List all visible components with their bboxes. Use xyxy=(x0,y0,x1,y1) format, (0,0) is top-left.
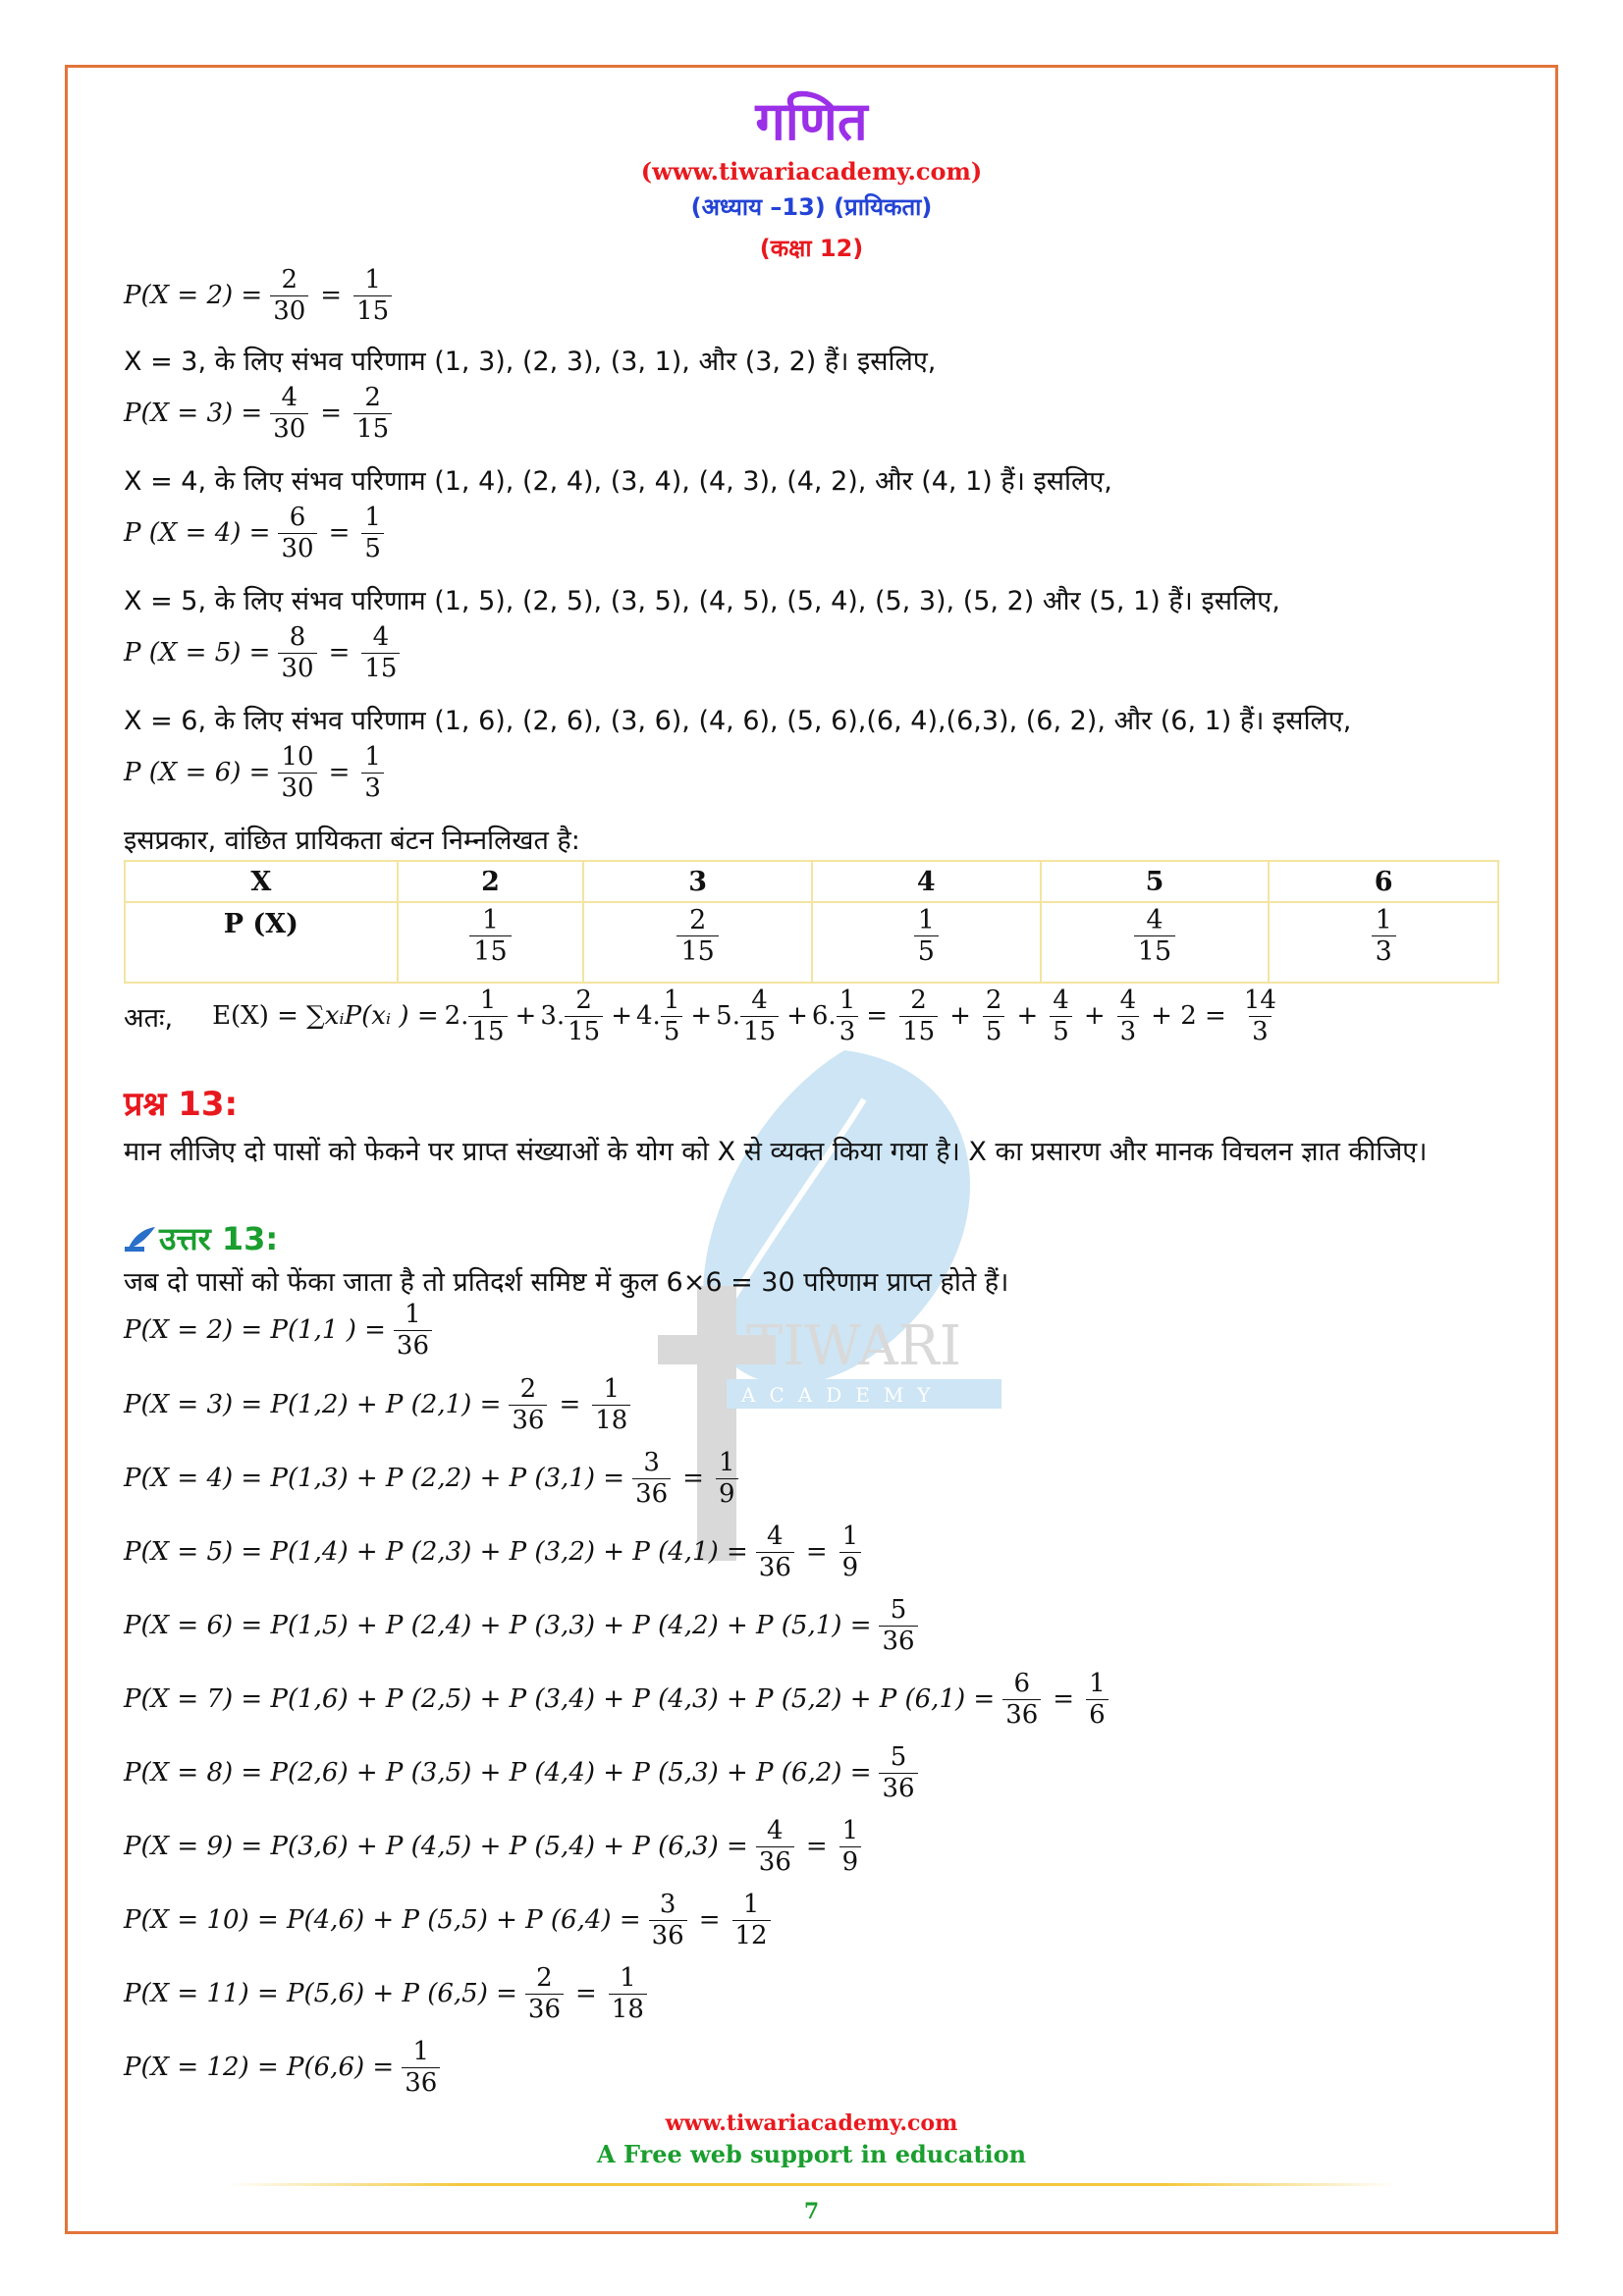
equation-answer-px12 xyxy=(124,2037,448,2098)
equation-lhs: P(X = 8) = P(2,6) + P (3,5) + P (4,4) + P (5,3) + P (6,2) = xyxy=(124,1758,872,1789)
fraction: $\frac{1}{5}$ xyxy=(661,986,683,1046)
fraction: $\frac{4}{15}$ xyxy=(361,622,400,683)
equation-lhs: P(X = 7) = P(1,6) + P (2,5) + P (3,4) + P (4,3) + P (5,2) + P (6,1) = xyxy=(124,1684,996,1715)
fraction: $\frac{6}{36}$ xyxy=(1002,1669,1041,1730)
table-cell xyxy=(1269,902,1498,983)
table-cell xyxy=(398,902,584,983)
equation-lhs: P(X = 2) = P(1,1 ) = xyxy=(124,1315,386,1346)
fraction: $\frac{2}{5}$ xyxy=(983,986,1005,1046)
fraction: $\frac{1}{9}$ xyxy=(839,1522,862,1582)
text-line-x3: X = 3, के लिए संभव परिणाम (1, 3), (2, 3), (3, 1), और (3, 2) हैं। इसलिए, xyxy=(124,347,937,377)
header-site: (www.tiwariacademy.com) xyxy=(640,157,983,186)
page-title: गणित xyxy=(755,90,868,152)
equation-answer-px6 xyxy=(124,1595,926,1656)
quill-icon xyxy=(124,1225,157,1253)
table-cell xyxy=(1041,902,1270,983)
fraction: $\frac{5}{36}$ xyxy=(879,1742,917,1803)
equation-answer-px10: P(X = 10) = P(4,6) + P (5,5) + P (6,4) = $\frac{3}{36}$ = $\frac{1}{12}$ xyxy=(124,1890,779,1950)
equation-px6: P (X = 6) = $\frac{10}{30}$ = $\frac{1}{3}$ xyxy=(124,742,392,803)
equation-lhs: P(X = 6) = P(1,5) + P (2,4) + P (3,3) + P (4,2) + P (5,1) = xyxy=(124,1611,872,1641)
fraction: $\frac{1}{9}$ xyxy=(716,1448,738,1509)
probability-distribution-table xyxy=(124,860,1499,984)
fraction: $\frac{4}{30}$ xyxy=(270,383,308,444)
fraction: $\frac{2}{30}$ xyxy=(270,265,308,326)
table-cell xyxy=(812,902,1041,983)
fraction: $\frac{10}{30}$ xyxy=(278,742,316,803)
table-row xyxy=(125,902,1498,983)
fraction: $\frac{1}{36}$ xyxy=(394,1300,432,1361)
answer-intro: जब दो पासों को फेंका जाता है तो प्रतिदर्श समिष्ट में कुल 6×6 = 30 परिणाम प्राप्त होते हैं। xyxy=(124,1267,1009,1298)
fraction: $\frac{8}{30}$ xyxy=(278,622,316,683)
equation-lhs: P(X = 11) = P(5,6) + P (6,5) = xyxy=(124,1979,517,2009)
question-text: मान लीजिए दो पासों को फेकने पर प्राप्त संख्याओं के योग को X से व्यक्त किया गया है। X का प्रसारण और मानक विचलन ज्ञात कीजिए। xyxy=(124,1137,1428,1167)
watermark-text: TIWARI xyxy=(746,1314,961,1378)
fraction: $\frac{1}{5}$ xyxy=(914,905,939,968)
equation-lhs: P (X = 4) = xyxy=(124,518,271,549)
fraction: $\frac{2}{36}$ xyxy=(525,1963,564,2024)
fraction: $\frac{4}{36}$ xyxy=(756,1816,794,1877)
fraction: $\frac{1}{18}$ xyxy=(609,1963,647,2024)
therefore-label: अतः, xyxy=(124,1002,174,1034)
equation-lhs: P (X = 5) = xyxy=(124,638,271,668)
fraction: $\frac{1}{36}$ xyxy=(402,2037,440,2098)
header-class: (कक्षा 12) xyxy=(759,235,864,262)
answer-heading: उत्तर 13: xyxy=(159,1220,279,1257)
fraction: $\frac{1}{15}$ xyxy=(353,265,392,326)
fraction: $\frac{1}{3}$ xyxy=(361,742,384,803)
fraction: $\frac{4}{15}$ xyxy=(1134,905,1175,968)
equation-lhs: P(X = 9) = P(3,6) + P (4,5) + P (5,4) + P (6,3) = xyxy=(124,1832,748,1862)
fraction: $\frac{5}{36}$ xyxy=(879,1595,917,1656)
equation-answer-px4: P(X = 4) = P(1,3) + P (2,2) + P (3,1) = $\frac{3}{36}$ = $\frac{1}{9}$ xyxy=(124,1448,746,1509)
equation-lhs: P(X = 3) = P(1,2) + P (2,1) = xyxy=(124,1390,502,1420)
fraction: $\frac{2}{15}$ xyxy=(676,905,718,968)
equation-answer-px8 xyxy=(124,1742,926,1803)
equation-answer-px11: P(X = 11) = P(5,6) + P (6,5) = $\frac{2}{36}$ = $\frac{1}{18}$ xyxy=(124,1963,655,2024)
fraction: $\frac{2}{15}$ xyxy=(899,986,938,1046)
fraction: $\frac{3}{36}$ xyxy=(632,1448,671,1509)
table-header-cell: 2 xyxy=(398,861,584,902)
expectation-sum: xᵢP(xᵢ ) = xyxy=(324,1001,439,1032)
expectation-equation: अतः, E(X) = ∑ xᵢP(xᵢ ) = 2. $\frac{1}{15}$ + 3. $\frac{2}{15}$ + 4. $\frac{1}{5}$ + 5. $\frac{4}{15}$ + 6. $\frac{1}{3}$ = $\frac{2}{15}$ + $\frac{2}{5}$ + $\frac{4}{5}$ + $\frac{4}{3}$ + 2 = $\frac{14}{3}$ xyxy=(124,986,1276,1046)
equation-px4: P (X = 4) = $\frac{6}{30}$ = $\frac{1}{5}$ xyxy=(124,503,392,563)
table-cell xyxy=(583,902,812,983)
fraction: $\frac{3}{36}$ xyxy=(649,1890,687,1950)
footer-site-link[interactable]: www.tiwariacademy.com xyxy=(665,2110,958,2136)
distribution-intro: इसप्रकार, वांछित प्रायिकता बंटन निम्नलिखत है: xyxy=(124,826,580,856)
fraction: $\frac{1}{12}$ xyxy=(732,1890,771,1950)
fraction: $\frac{4}{36}$ xyxy=(756,1522,794,1582)
equation-answer-px7: P(X = 7) = P(1,6) + P (2,5) + P (3,4) + P (4,3) + P (5,2) + P (6,1) = $\frac{6}{36}$ = $\frac{1}{6}$ xyxy=(124,1669,1116,1730)
equation-lhs: P (X = 6) = xyxy=(124,758,271,788)
fraction: $\frac{1}{6}$ xyxy=(1086,1669,1109,1730)
equation-answer-px5: P(X = 5) = P(1,4) + P (2,3) + P (3,2) + P (4,1) = $\frac{4}{36}$ = $\frac{1}{9}$ xyxy=(124,1522,869,1582)
equation-lhs: P(X = 4) = P(1,3) + P (2,2) + P (3,1) = xyxy=(124,1464,625,1494)
table-header-cell: X xyxy=(125,861,398,902)
text-line-x4: X = 4, के लिए संभव परिणाम (1, 4), (2, 4), (3, 4), (4, 3), (4, 2), और (4, 1) हैं। इसलिए, xyxy=(124,466,1112,497)
header-chapter: (अध्याय –13) (प्रायिकता) xyxy=(690,193,933,221)
fraction: $\frac{1}{15}$ xyxy=(469,905,511,968)
expectation-lhs: E(X) = ∑ xyxy=(212,1001,325,1032)
fraction: $\frac{4}{5}$ xyxy=(1050,986,1072,1046)
table-header-cell: 6 xyxy=(1269,861,1498,902)
question-heading: प्रश्न 13: xyxy=(124,1085,239,1124)
table-header-cell: 3 xyxy=(583,861,812,902)
fraction: $\frac{1}{3}$ xyxy=(837,986,859,1046)
equation-lhs: P(X = 2) = xyxy=(124,281,263,311)
equation-lhs: P(X = 3) = xyxy=(124,399,263,429)
fraction: $\frac{1}{15}$ xyxy=(468,986,507,1046)
equation-answer-px2 xyxy=(124,1300,440,1361)
fraction: $\frac{4}{3}$ xyxy=(1117,986,1140,1046)
footer-tagline: A Free web support in education xyxy=(596,2140,1027,2168)
page-number: 7 xyxy=(803,2199,820,2224)
fraction: $\frac{4}{15}$ xyxy=(740,986,779,1046)
fraction: $\frac{1}{18}$ xyxy=(592,1374,630,1435)
fraction: $\frac{6}{30}$ xyxy=(278,503,316,563)
text-line-x6: X = 6, के लिए संभव परिणाम (1, 6), (2, 6), (3, 6), (4, 6), (5, 6),(6, 4),(6,3), (6, 2), और (6, 1) हैं। इसलिए, xyxy=(124,706,1352,736)
table-row xyxy=(125,861,1498,902)
equation-lhs: P(X = 10) = P(4,6) + P (5,5) + P (6,4) = xyxy=(124,1905,641,1936)
equation-answer-px3: P(X = 3) = P(1,2) + P (2,1) = $\frac{2}{36}$ = $\frac{1}{18}$ xyxy=(124,1374,638,1435)
answer-heading-row xyxy=(124,1217,278,1259)
logo-t-stem xyxy=(697,1286,736,1561)
equation-answer-px9: P(X = 9) = P(3,6) + P (4,5) + P (5,4) + P (6,3) = $\frac{4}{36}$ = $\frac{1}{9}$ xyxy=(124,1816,869,1877)
text-line-x5: X = 5, के लिए संभव परिणाम (1, 5), (2, 5), (3, 5), (4, 5), (5, 4), (5, 3), (5, 2) और (5, 1) हैं। इसलिए, xyxy=(124,586,1280,616)
table-row-label: P (X) xyxy=(125,902,398,983)
equation-lhs: P(X = 12) = P(6,6) = xyxy=(124,2053,395,2083)
equation-px5: P (X = 5) = $\frac{8}{30}$ = $\frac{4}{15}$ xyxy=(124,622,407,683)
fraction: $\frac{1}{5}$ xyxy=(361,503,384,563)
equation-px3: P(X = 3) = $\frac{4}{30}$ = $\frac{2}{15}$ xyxy=(124,383,400,444)
footer-divider xyxy=(226,2183,1397,2186)
fraction: $\frac{2}{15}$ xyxy=(565,986,603,1046)
fraction: $\frac{2}{36}$ xyxy=(509,1374,547,1435)
watermark-subtext: ACADEMY xyxy=(741,1383,945,1407)
fraction: $\frac{1}{3}$ xyxy=(1372,905,1396,968)
equation-lhs: P(X = 5) = P(1,4) + P (2,3) + P (3,2) + P (4,1) = xyxy=(124,1537,748,1568)
equation-px2: P(X = 2) = $\frac{2}{30}$ = $\frac{1}{15}$ xyxy=(124,265,400,326)
fraction: $\frac{14}{3}$ xyxy=(1243,986,1276,1046)
table-header-cell: 4 xyxy=(812,861,1041,902)
table-header-cell: 5 xyxy=(1041,861,1270,902)
fraction: $\frac{1}{9}$ xyxy=(839,1816,862,1877)
fraction: $\frac{2}{15}$ xyxy=(353,383,392,444)
